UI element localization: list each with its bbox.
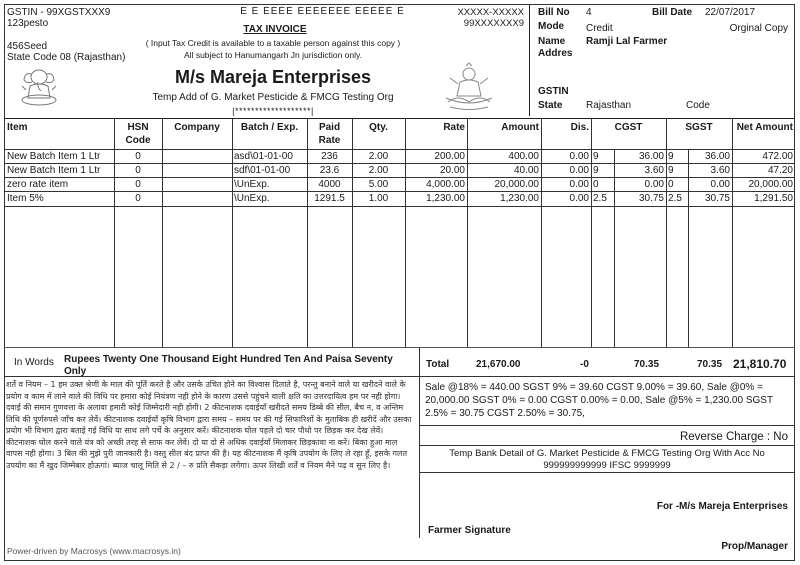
tax-summary-bottom [419, 425, 795, 426]
cell-batch: \UnExp. [234, 179, 270, 190]
in-words-label: In Words [14, 357, 54, 368]
cell-net: 47.20 [767, 165, 793, 176]
stars-line: |*******************| [232, 106, 314, 116]
cell-amount: 20,000.00 [494, 179, 539, 190]
cell-cgst-amt: 3.60 [644, 165, 664, 176]
cell-sgst-amt: 0.00 [710, 179, 730, 190]
cell-rate: 4,000.00 [426, 179, 465, 190]
cell-cgst-pct: 0 [593, 179, 599, 190]
col-header-sgst: SGST [685, 122, 713, 133]
jurisdiction-note: All subject to Hanumangarh Jn jurisdiction only. [184, 50, 362, 60]
bill-no-label: Bill No [538, 7, 570, 18]
cell-hsn: 0 [135, 179, 141, 190]
terms-conditions: शर्ते व नियम – 1 हम उक्त श्रेणी के माल की पूर्ति करते है और उसके उचित होने का विश्वास दिलाते है, परन्तु बनाने वाले या खरीदने वाले के प्रयोग व काम में लाने वाले की विधि पर हमारा कोई नियंत्रण नही होने के कारण उससे पहुंचने वाली क्षति का उत्तरदायित्व हम पर नही होगा। दवाई की समान गुणवत्ता के अलावा हमारी कोई जिम्मेदारी नही होगी। 2 कीटनाशक दवाईयाँ खरीदते समय डिब्बे की सील, बैच न, व अन्तिम तिथि की पूर्णरुपसे जाँच कर लेवें। कीटनाशक दवाईयाँ कृषि विभाग द्वारा समय – समय पर की गई सिफारिशों के मुताबिक ही खरीदें और उसका प्रयोग भी विभाग द्वारा बताई गई विधि या साथ लगे पर्चे के अनुसार करें। कीटनाशक घोल पहले दो चार पौधो पर छिड़क कर देख लेवें। कीटनाशक घोल करने वाले यंत्र को अच्छी तरह से साफ कर लेवें। दो या दो से अधिक दवाईयाँ मिलाकर छिड़कावा ना करें। बिका हुआ माल वापस नही होगा। 3 बिल की मुझे पुरी जानकारी है। वस्तु सील बंद प्राप्त की है। यह कीटनाशक मैं कृषि उपयोग के लिए ले रहा हूँ, इसके गलत उपयोग का मैं खुद जिम्मेबार होऊगां। ब्याज चालू मिति से 2 / – रु प्रति सैकड़ा लगेगा। ऊपर लिखी शर्ते व नियम मैने पढ़ व सुन लिए है। [6, 380, 412, 470]
cell-paid-rate: 1291.5 [314, 193, 345, 204]
cell-batch: asd\01-01-00 [234, 151, 293, 162]
row-sep-2 [4, 177, 795, 178]
seller-line3: 456Seed [7, 41, 48, 52]
table-bottom-border [4, 347, 795, 348]
cell-paid-rate: 236 [321, 151, 338, 162]
cell-net: 1,291.50 [754, 193, 793, 204]
mode-value: Credit [586, 23, 613, 34]
cell-hsn: 0 [135, 165, 141, 176]
in-words-value: Rupees Twenty One Thousand Eight Hundred Ten And Paisa Seventy Only [64, 354, 393, 377]
cell-sgst-pct: 9 [668, 151, 674, 162]
cell-sgst-pct: 0 [668, 179, 674, 190]
col-header-rate: Rate [443, 122, 465, 133]
gstin-label: GSTIN [538, 86, 569, 97]
cell-paid-rate: 4000 [318, 179, 341, 190]
cell-qty: 5.00 [368, 179, 389, 190]
totals-bottom [419, 376, 795, 377]
mode-label: Mode [538, 21, 565, 32]
cell-qty: 2.00 [368, 165, 389, 176]
table-header-bottom [4, 149, 795, 150]
cell-sgst-amt: 3.60 [710, 165, 730, 176]
cell-item: Item 5% [7, 193, 44, 204]
cell-net: 20,000.00 [748, 179, 793, 190]
reverse-charge: Reverse Charge : No [679, 431, 788, 443]
firm-subtitle: Temp Add of G. Market Pesticide & FMCG Testing Org [152, 92, 394, 103]
col-header-dis: Dis. [570, 122, 589, 133]
bank-detail-bottom [419, 472, 795, 473]
ornament-line: Ě Ě ĚĚĚĚ ĚĚĚĚĚĚĚ ĚĚĚĚĚ Ě [240, 6, 405, 17]
firm-name: M/s Mareja Enterprises [174, 67, 372, 87]
total-sgst: 70.35 [697, 359, 723, 370]
phone-2: 99XXXXXXX9 [463, 18, 524, 29]
col-header-hsn [114, 121, 162, 147]
total-label: Total [426, 359, 450, 370]
total-amount: 21,670.00 [476, 359, 521, 370]
bill-date-value: 22/07/2017 [705, 7, 756, 18]
col-header-cgst: CGST [614, 122, 643, 133]
cell-cgst-pct: 9 [593, 151, 599, 162]
col-header-item: Item [7, 122, 28, 133]
cell-hsn: 0 [135, 151, 141, 162]
cell-dis: 0.00 [569, 193, 589, 204]
cell-rate: 20.00 [439, 165, 465, 176]
hsn-line1: HSN [127, 122, 149, 133]
cell-batch: sdf\01-01-00 [234, 165, 291, 176]
column-divider [232, 118, 233, 347]
cell-amount: 400.00 [508, 151, 539, 162]
cell-item: New Batch Item 1 Ltr [7, 151, 101, 162]
address-label: Addres [538, 48, 573, 59]
bill-date-label: Bill Date [652, 7, 693, 18]
cell-sgst-amt: 30.75 [704, 193, 730, 204]
col-header-batch: Batch / Exp. [240, 122, 299, 133]
prop-manager: Prop/Manager [721, 541, 788, 552]
cell-rate: 1,230.00 [426, 193, 465, 204]
bank-detail: Temp Bank Detail of G. Market Pesticide & FMCG Testing Org With Acc No 999999999999 IFSC 9999999 [449, 448, 765, 471]
seller-line2: 123pesto [7, 18, 49, 29]
column-divider [666, 118, 667, 347]
cell-net: 472.00 [762, 151, 793, 162]
col-header-paid-rate [307, 121, 352, 147]
phone-1: XXXXX-XXXXX [457, 7, 524, 18]
col-header-qty: Qty. [369, 122, 388, 133]
row-sep-1 [4, 163, 795, 164]
cell-cgst-amt: 30.75 [638, 193, 664, 204]
column-divider [591, 118, 592, 347]
cell-batch: \UnExp. [234, 193, 270, 204]
cell-qty: 2.00 [368, 151, 389, 162]
paid-line1: Paid [318, 122, 341, 133]
cell-amount: 1,230.00 [500, 193, 539, 204]
hsn-line2: Code [125, 135, 151, 146]
cell-qty: 1.00 [368, 193, 389, 204]
state-value: Rajasthan [586, 100, 632, 111]
col-header-company: Company [174, 122, 220, 133]
table-top-border [4, 118, 795, 119]
total-net: 21,810.70 [733, 358, 787, 370]
cell-rate: 200.00 [434, 151, 465, 162]
code-label: Code [686, 100, 710, 111]
reverse-charge-bottom [419, 445, 795, 446]
tax-summary: Sale @18% = 440.00 SGST 9% = 39.60 CGST 9.00% = 39.60, Sale @0% = 20,000.00 SGST 0% = 0.00 CGST 0.00% = 0.00, Sale @5% = 1,230.00 SGST 2.5% = 30.75 CGST 2.50% = 30.75, [425, 382, 773, 419]
paid-line2: Rate [318, 135, 341, 146]
powered-by: Power-driven by Macrosys (www.macrosys.in) [7, 546, 181, 556]
cell-sgst-pct: 9 [668, 165, 674, 176]
itc-note: ( Input Tax Credit is available to a taxable person against this copy ) [145, 38, 401, 48]
column-divider [162, 118, 163, 347]
lakshmi-icon [440, 62, 498, 112]
copy-label: Orginal Copy [729, 23, 788, 34]
cell-dis: 0.00 [569, 179, 589, 190]
customer-name: Ramji Lal Farmer [586, 36, 668, 47]
cell-item: zero rate item [7, 179, 69, 190]
cell-paid-rate: 23.6 [319, 165, 340, 176]
cell-cgst-pct: 2.5 [593, 193, 607, 204]
seller-gstin: GSTIN - 99XGSTXXX9 [7, 7, 111, 18]
cell-sgst-pct: 2.5 [668, 193, 682, 204]
doc-title: TAX INVOICE [243, 24, 307, 35]
cell-hsn: 0 [135, 193, 141, 204]
cell-amount: 40.00 [513, 165, 539, 176]
cell-cgst-pct: 9 [593, 165, 599, 176]
cell-dis: 0.00 [569, 165, 589, 176]
for-firm-label: For -M/s Mareja Enterprises [656, 501, 788, 512]
total-dis: -0 [580, 359, 589, 370]
col-header-net: Net Amount [736, 122, 793, 133]
row-sep-4 [4, 206, 795, 207]
farmer-signature: Farmer Signature [428, 525, 511, 536]
ganesha-icon [16, 64, 62, 108]
cell-cgst-amt: 36.00 [638, 151, 664, 162]
cell-dis: 0.00 [569, 151, 589, 162]
name-label: Name [538, 36, 566, 47]
col-header-amount: Amount [501, 122, 539, 133]
terms-top [4, 376, 419, 377]
cell-cgst-amt: 0.00 [644, 179, 664, 190]
cell-item: New Batch Item 1 Ltr [7, 165, 101, 176]
bill-no-value: 4 [586, 7, 592, 18]
cell-sgst-amt: 36.00 [704, 151, 730, 162]
seller-state-code: State Code 08 (Rajasthan) [7, 52, 126, 63]
state-label: State [538, 100, 563, 111]
row-sep-3 [4, 191, 795, 192]
total-cgst: 70.35 [634, 359, 660, 370]
header-divider [529, 5, 530, 116]
